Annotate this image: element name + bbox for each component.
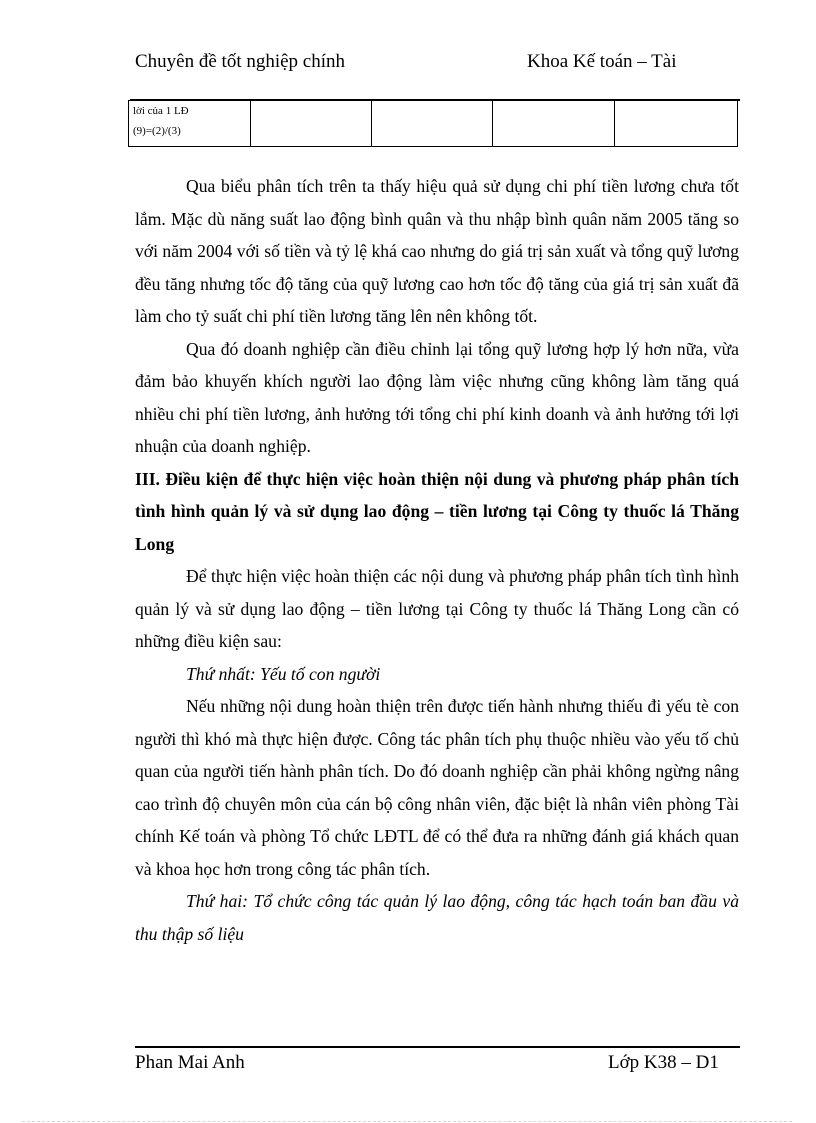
footer-author: Phan Mai Anh	[135, 1052, 245, 1073]
footer-class: Lớp K38 – D1	[608, 1052, 719, 1073]
paragraph-3: Để thực hiện việc hoàn thiện các nội dung và phương pháp phân tích tình hình quản lý và sử dụng lao động – tiền lương tại Công ty thuốc lá Thăng Long cần có những điều kiện sau:	[135, 566, 739, 651]
page-boundary	[22, 1121, 792, 1122]
subheading-1: Thứ nhất: Yếu tố con người	[186, 663, 381, 684]
header-left-title: Chuyên đề tốt nghiệp chính	[135, 51, 346, 72]
table-cell	[372, 101, 493, 147]
paragraph-1: Qua biểu phân tích trên ta thấy hiệu quả sử dụng chi phí tiền lương chưa tốt lắm. Mặc dù năng suất lao động bình quân và thu nhập bình quân năm 2005 tăng so với năm 2004 với số tiền và tỷ lệ khá cao nhưng do giá trị sản xuất và tổng quỹ lương đều tăng nhưng tốc độ tăng của quỹ lương cao hơn tốc độ tăng của giá trị sản xuất đã làm cho tỷ suất chi phí tiền lương tăng lên nên không tốt.	[135, 176, 739, 326]
table-fragment	[128, 100, 738, 147]
table-cell	[615, 101, 738, 147]
paragraph-4: Nếu những nội dung hoàn thiện trên được tiến hành nhưng thiếu đi yếu tè con người thì khó mà thực hiện được. Công tác phân tích phụ thuộc nhiều vào yếu tố chủ quan của người tiến hành phân tích. Do đó doanh nghiệp cần phải không ngừng nâng cao trình độ chuyên môn của cán bộ công nhân viên, đặc biệt là nhân viên phòng Tài chính Kế toán và phòng Tổ chức LĐTL để có thể đưa ra những đánh giá khách quan và khoa học hơn trong công tác phân tích.	[135, 696, 739, 879]
paragraph-2: Qua đó doanh nghiệp cần điều chỉnh lại tổng quỹ lương hợp lý hơn nữa, vừa đảm bảo khuyến khích người lao động làm việc nhưng cũng không làm tăng quá nhiều chi phí tiền lương, ảnh hưởng tới tổng chi phí kinh doanh và ảnh hưởng tới lợi nhuận của doanh nghiệp.	[135, 338, 739, 456]
header-right-title: Khoa Kế toán – Tài	[527, 51, 677, 72]
document-body	[135, 170, 739, 950]
table-cell	[251, 101, 372, 147]
row-label-line1: lời của 1 LĐ	[133, 105, 189, 117]
section-heading: III. Điều kiện để thực hiện việc hoàn thiện nội dung và phương pháp phân tích tình hình quản lý và sử dụng lao động – tiền lương tại Công ty thuốc lá Thăng Long	[135, 468, 739, 554]
subheading-2: Thứ hai: Tổ chức công tác quản lý lao động, công tác hạch toán ban đầu và thu thập số liệu	[135, 891, 739, 944]
row-label-cell	[129, 101, 251, 147]
footer-divider	[135, 1046, 740, 1048]
table-row	[129, 101, 738, 147]
row-label-line2: (9)=(2)/(3)	[133, 125, 181, 137]
table-cell	[493, 101, 615, 147]
